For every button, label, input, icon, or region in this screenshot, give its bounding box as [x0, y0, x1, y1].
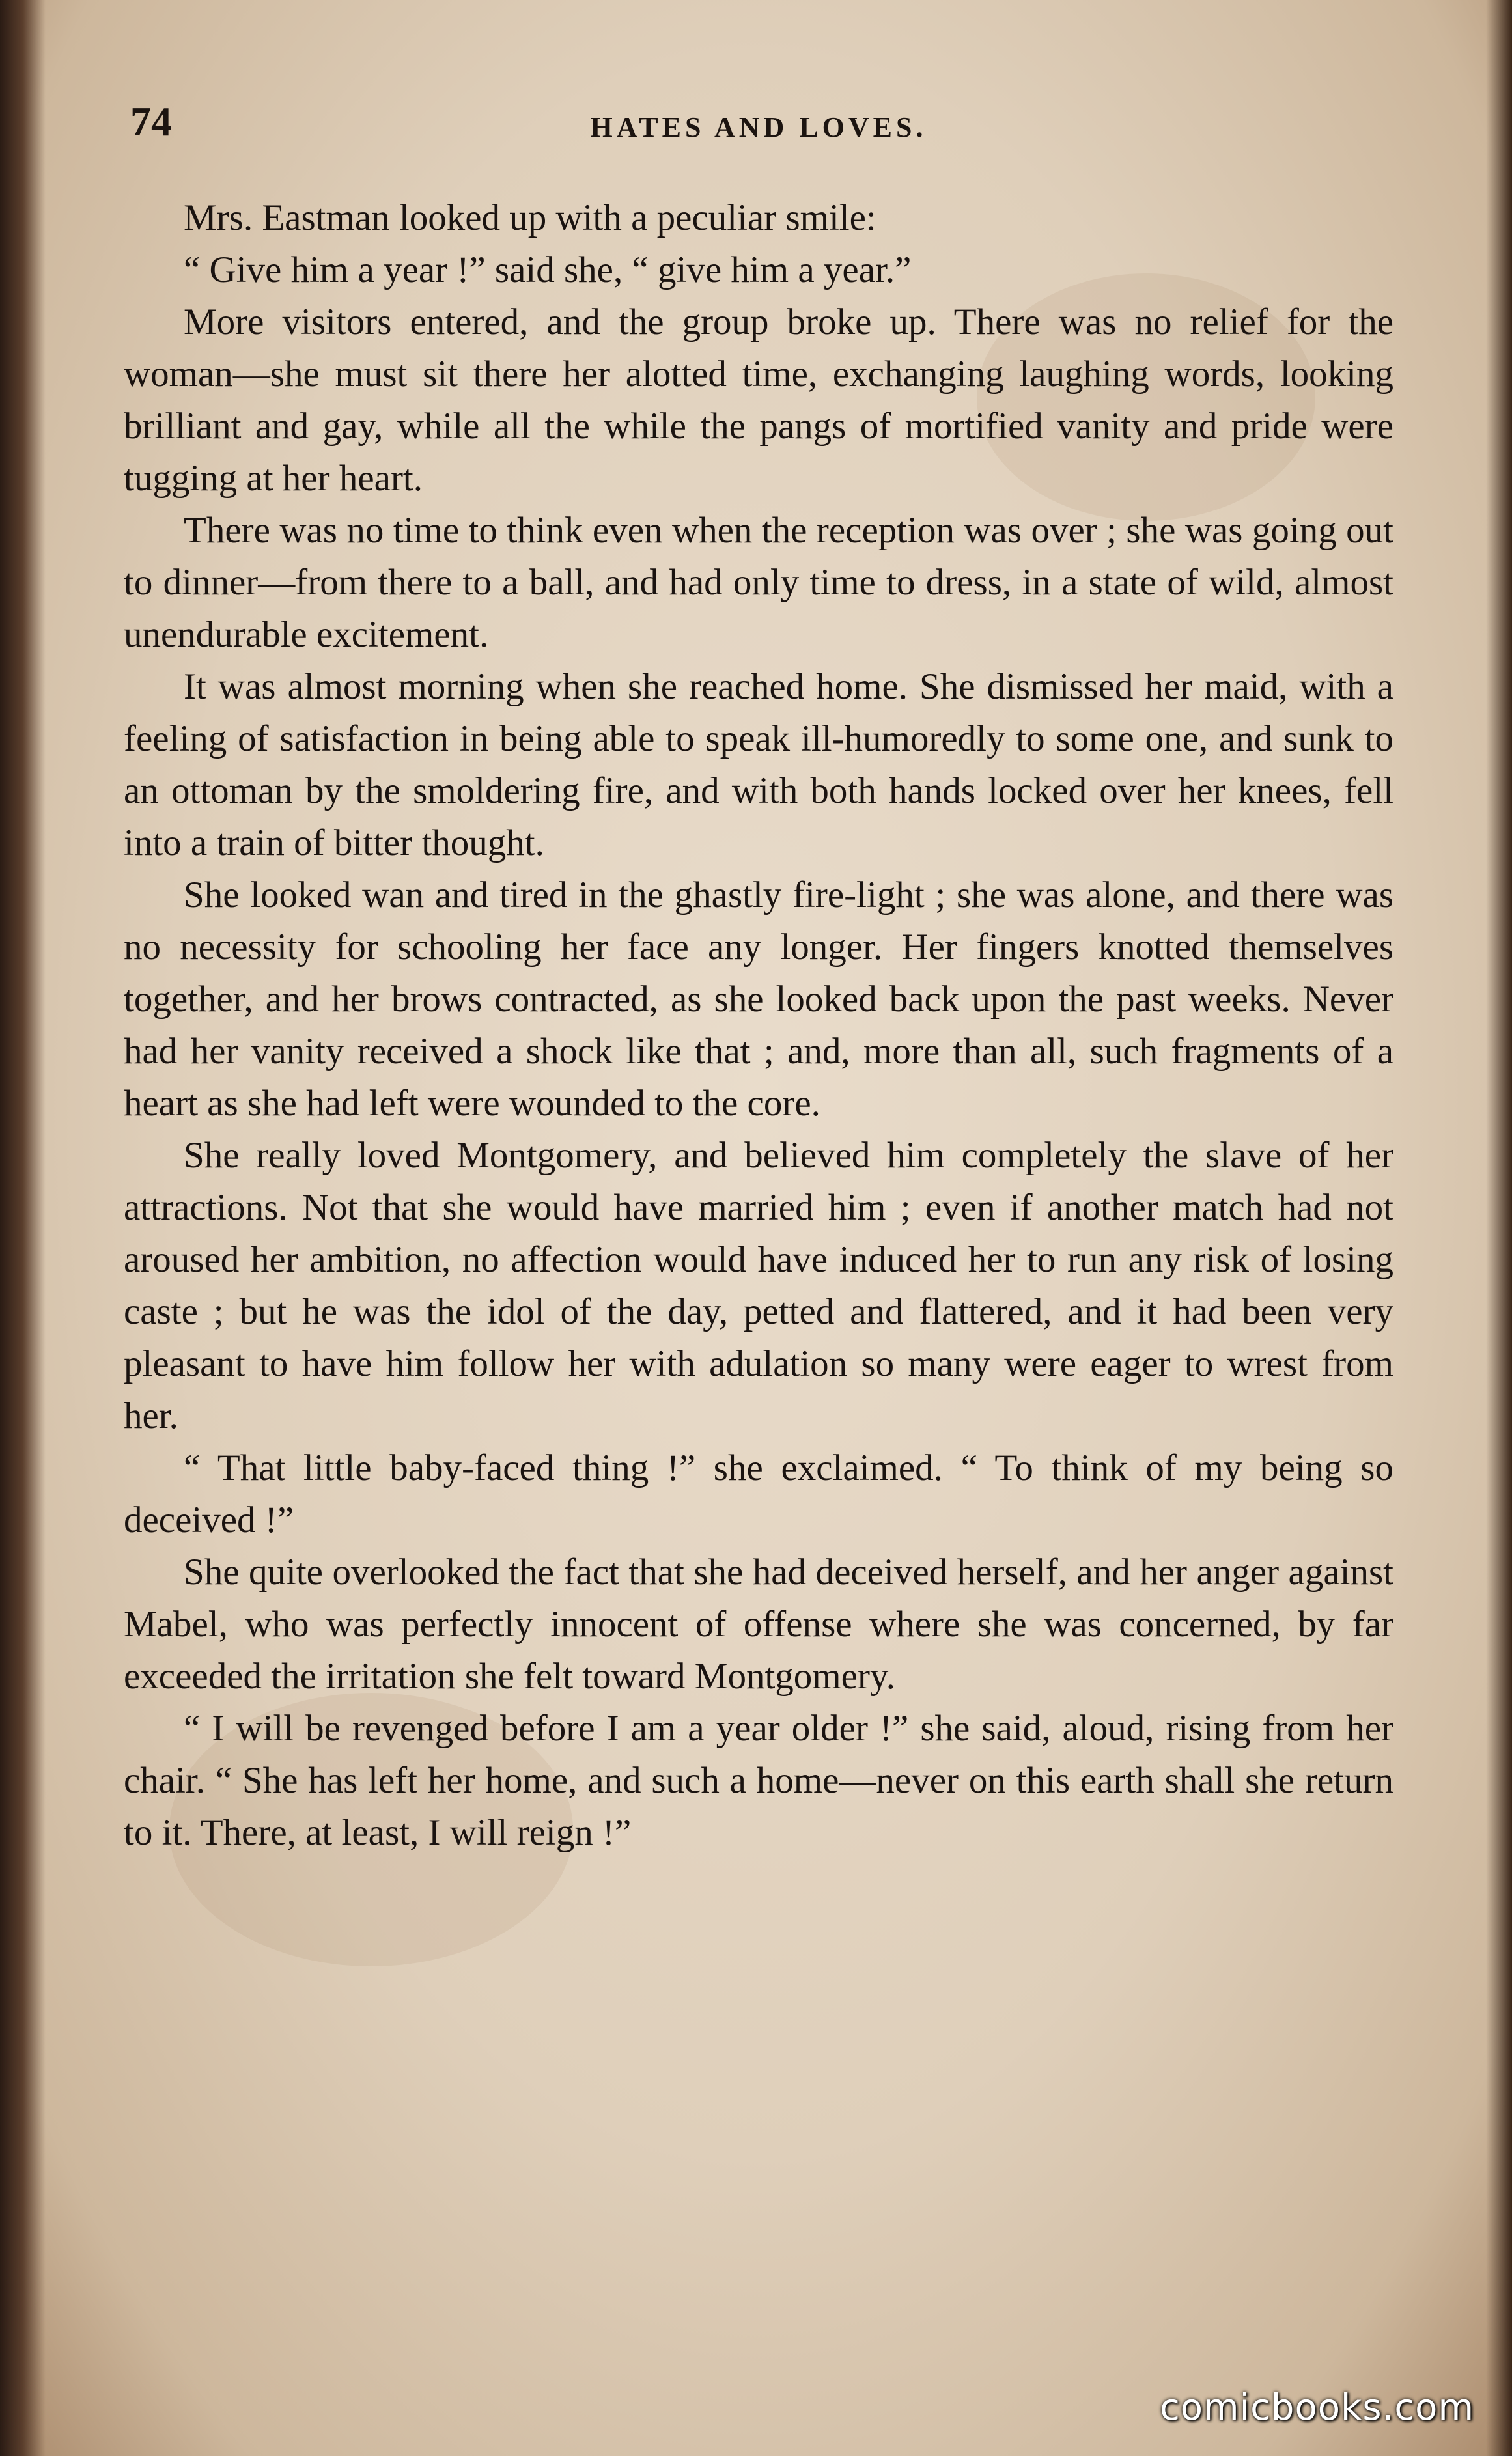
running-head: HATES AND LOVES.	[590, 111, 927, 143]
page-number: 74	[130, 98, 172, 145]
paragraph: There was no time to think even when the reception was over ; she was going out to dinner—from there to a ball, and had only time to dress, in a state of wild, almost unendurable excitement.	[124, 510, 1393, 655]
page-edge-right	[1486, 0, 1512, 2456]
paragraph: She really loved Montgomery, and believed him completely the slave of her attractions. Not that she would have married him ; even if another match had not aroused her ambition, no affection would have induced her to run any risk of losing caste ; but he was the idol of the day, petted and flattered, and it had been very pleasant to have him follow her with adulation so many were eager to wrest from her.	[124, 1135, 1393, 1436]
paragraph: More visitors entered, and the group broke up. There was no relief for the woman—she must sit there her alotted time, exchanging laughing words, looking brilliant and gay, while all the while the pangs of mortified vanity and pride were tugging at her heart.	[124, 301, 1393, 499]
paragraph: She looked wan and tired in the ghastly fire-light ; she was alone, and there was no necessity for schooling her face any longer. Her fingers knotted themselves together, and her brows contracted, as she looked back upon the past weeks. Never had her vanity received a shock like that ; and, more than all, such fragments of a heart as she had left were wounded to the core.	[124, 874, 1393, 1124]
paragraph: It was almost morning when she reached home. She dismissed her maid, with a feeling of satisfaction in being able to speak ill-humoredly to some one, and sunk to an ottoman by the smoldering fire, and with both hands locked over her knees, fell into a train of bitter thought.	[124, 666, 1393, 863]
watermark: comicbooks.com	[1159, 2386, 1474, 2429]
body-text	[124, 192, 1393, 1859]
page-header	[130, 98, 1387, 156]
paragraph: “ That little baby-faced thing !” she exclaimed. “ To think of my being so deceived !”	[124, 1447, 1393, 1541]
paragraph: “ Give him a year !” said she, “ give him a year.”	[184, 249, 912, 290]
page-edge-left	[0, 0, 46, 2456]
paragraph: Mrs. Eastman looked up with a peculiar smile:	[184, 197, 876, 238]
paragraph: She quite overlooked the fact that she had deceived herself, and her anger against Mabel, who was perfectly innocent of offense where she was concerned, by far exceeded the irritation she felt toward Montgomery.	[124, 1552, 1393, 1697]
paragraph: “ I will be revenged before I am a year older !” she said, aloud, rising from her chair. “ She has left her home, and such a home—never on this earth shall she return to it. There, at least, I will reign !”	[124, 1708, 1393, 1853]
